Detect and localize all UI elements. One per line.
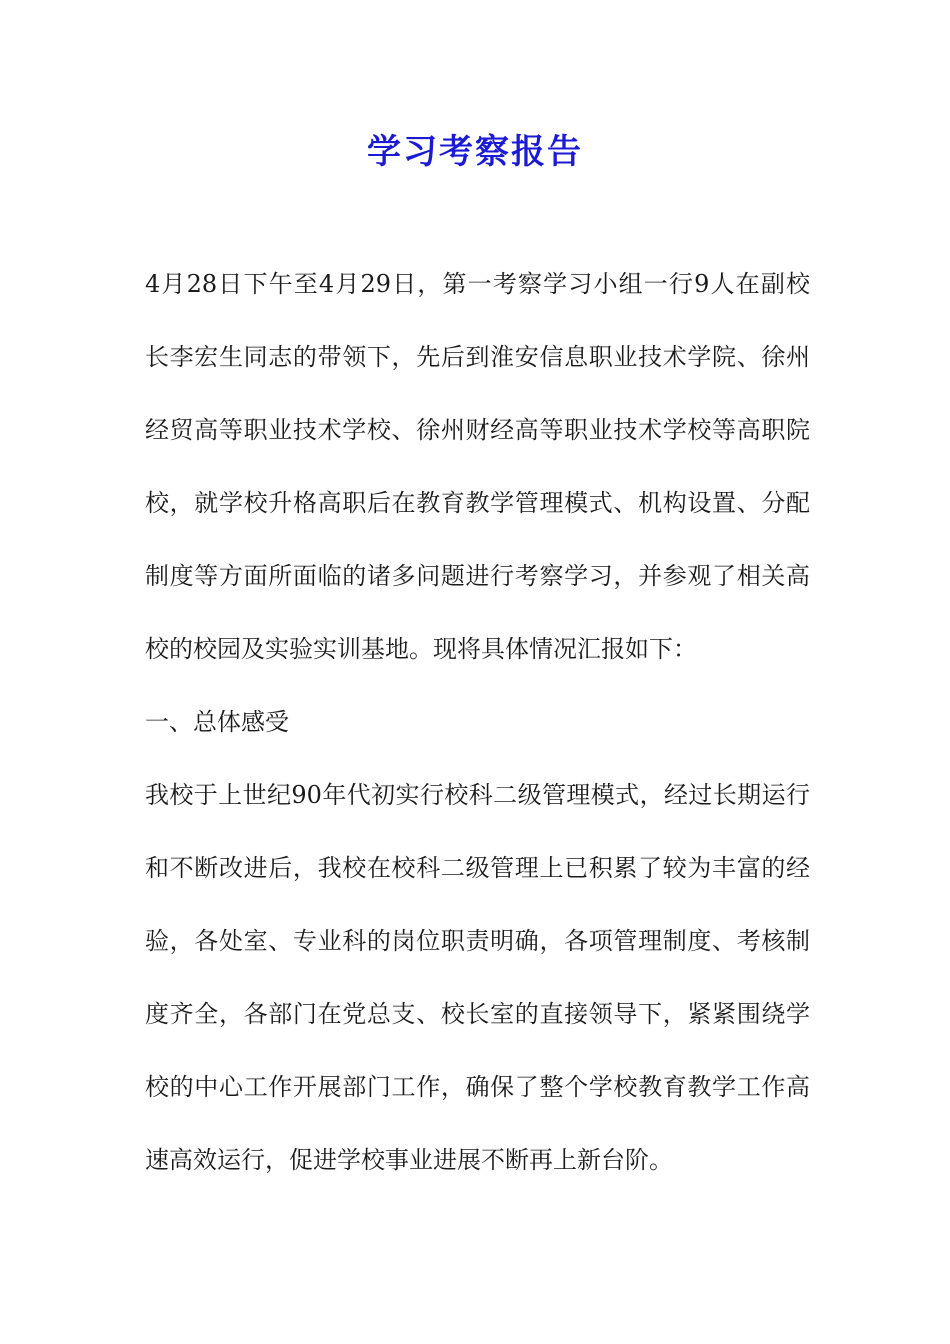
paragraph-line: 验，各处室、专业科的岗位职责明确，各项管理制度、考核制 [145,927,810,955]
paragraph-line: 4月28日下午至4月29日，第一考察学习小组一行9人在副校 [145,270,810,298]
paragraph-line: 长李宏生同志的带领下，先后到淮安信息职业技术学院、徐州 [145,343,810,371]
section-heading: 一、总体感受 [145,708,289,736]
paragraph-line: 我校于上世纪90年代初实行校科二级管理模式，经过长期运行 [145,781,810,809]
paragraph-line: 校的中心工作开展部门工作，确保了整个学校教育教学工作高 [145,1073,810,1101]
paragraph-line: 经贸高等职业技术学校、徐州财经高等职业技术学校等高职院 [145,416,810,444]
paragraph-line: 制度等方面所面临的诸多问题进行考察学习，并参观了相关高 [145,562,810,590]
document-title: 学习考察报告 [367,132,583,172]
paragraph-line: 速高效运行，促进学校事业进展不断再上新台阶。 [145,1146,673,1174]
paragraph-line: 和不断改进后，我校在校科二级管理上已积累了较为丰富的经 [145,854,810,882]
paragraph-line: 校的校园及实验实训基地。现将具体情况汇报如下： [145,635,697,663]
paragraph-line: 度齐全，各部门在党总支、校长室的直接领导下，紧紧围绕学 [145,1000,810,1028]
paragraph-line: 校，就学校升格高职后在教育教学管理模式、机构设置、分配 [145,489,810,517]
